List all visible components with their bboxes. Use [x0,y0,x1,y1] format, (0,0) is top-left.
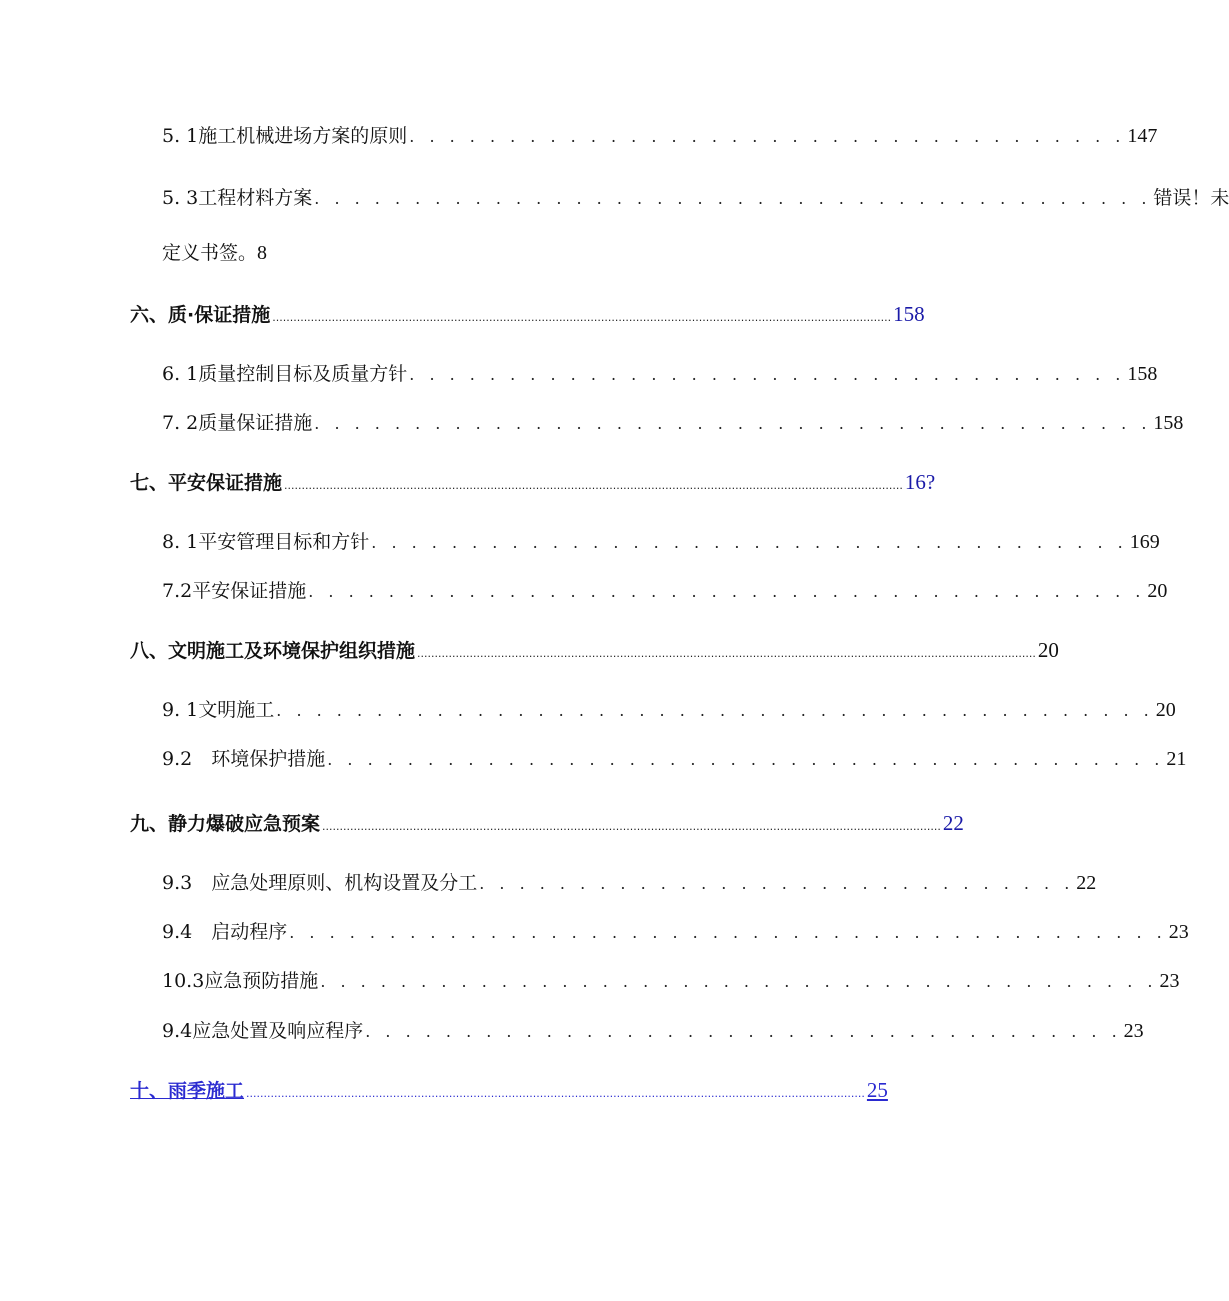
toc-entry-title: 七、平安保证措施 [130,472,283,494]
toc-leader-dots: ................................................................................................................................................................................. [284,479,903,492]
toc-entry-page: 21 [1166,748,1187,770]
continuation-text: 定义书签。 [162,242,258,264]
toc-entry-title: 5. 3工程材料方案 [162,187,313,209]
toc-entry-title: 六、质·保证措施 [130,304,271,326]
toc-leader-dots: ................................................................................................................................................................................. [322,820,941,833]
toc-entry-title: 9.3 应急处理原则、机构设置及分工 [162,872,478,894]
toc-entry-continuation [162,238,267,265]
toc-leader-dots: . . . . . . . . . . . . . . . . . . . . . . . . . . . . . . . . . . . . . . . . . . [320,972,1158,991]
toc-chapter-entry[interactable] [130,468,936,495]
toc-entry[interactable] [162,576,1168,603]
toc-entry-page: 20 [1147,580,1168,602]
toc-entry[interactable] [162,744,1187,771]
toc-leader-dots: . . . . . . . . . . . . . . . . . . . . . . . . . . . . . . . . . . . . [409,127,1126,146]
toc-leader-dots: . . . . . . . . . . . . . . . . . . . . . . . . . . . . . . . . . . . . . . [371,533,1128,552]
continuation-number: 8 [257,242,268,264]
toc-entry-title: 8. 1平安管理目标和方针 [162,531,370,553]
toc-leader-dots: ................................................................................................................................................................................. [272,311,892,324]
toc-entry-title: 9.2 环境保护措施 [162,748,326,770]
toc-leader-dots: . . . . . . . . . . . . . . . . . . . . . . . . . . . . . . . . . . . . . . . . . . [308,582,1146,601]
toc-entry-title: 6. 1质量控制目标及质量方针 [162,363,408,385]
toc-entry-page: 23 [1123,1020,1144,1042]
toc-entry[interactable] [162,121,1158,148]
toc-entry-page: 169 [1129,531,1160,553]
toc-entry-page: 22 [1076,872,1097,894]
toc-entry-title: 5. 1施工机械进场方案的原则 [162,125,408,147]
toc-entry-page: 158 [1153,412,1184,434]
toc-leader-dots: . . . . . . . . . . . . . . . . . . . . . . . . . . . . . . . . . . . . [409,365,1126,384]
toc-entry[interactable] [162,695,1176,722]
toc-entry[interactable] [162,1016,1144,1043]
toc-entry-page: 22 [942,811,964,835]
toc-entry-title: 十、雨季施工 [130,1080,245,1102]
toc-entry[interactable] [162,917,1189,944]
toc-entry-title: 九、静力爆破应急预案 [130,813,321,835]
toc-entry-page: 23 [1159,970,1180,992]
toc-leader-dots: . . . . . . . . . . . . . . . . . . . . . . . . . . . . . . . . . . . . . . . . . . . . [276,701,1154,720]
toc-entry-title: 9.4 启动程序 [162,921,288,943]
toc-entry[interactable] [162,527,1160,554]
toc-leader-dots: ................................................................................................................................................................................. [246,1087,865,1100]
toc-entry-title: 10.3应急预防措施 [162,970,319,992]
toc-entry[interactable] [162,359,1158,386]
toc-leader-dots: ................................................................................................................................................................................. [417,647,1036,660]
toc-entry-page: 23 [1168,921,1189,943]
toc-entry-title: 9. 1文明施工 [162,699,275,721]
toc-leader-dots: . . . . . . . . . . . . . . . . . . . . . . . . . . . . . . . . . . . . . . [365,1022,1122,1041]
toc-leader-dots: . . . . . . . . . . . . . . . . . . . . . . . . . . . . . . [479,874,1075,893]
toc-chapter-link[interactable] [130,1076,888,1103]
toc-entry-page: 158 [893,302,925,326]
toc-entry[interactable] [162,408,1184,435]
toc-entry-page: 20 [1155,699,1176,721]
toc-chapter-entry[interactable] [130,636,1059,663]
toc-entry-title: 7.2平安保证措施 [162,580,307,602]
toc-entry[interactable] [162,183,1229,210]
toc-entry-title: 7. 2质量保证措施 [162,412,313,434]
toc-entry-page: 158 [1127,363,1158,385]
toc-leader-dots: . . . . . . . . . . . . . . . . . . . . . . . . . . . . . . . . . . . . . . . . . . [327,750,1165,769]
toc-entry-title: 9.4应急处置及响应程序 [162,1020,364,1042]
toc-entry-page-error: 错误！未 [1153,187,1229,209]
toc-entry-title: 八、文明施工及环境保护组织措施 [130,640,416,662]
toc-entry-page: 16? [904,470,936,494]
toc-entry[interactable] [162,966,1180,993]
toc-chapter-entry[interactable] [130,809,964,836]
toc-entry[interactable] [162,868,1097,895]
toc-entry-page: 25 [866,1078,888,1102]
toc-leader-dots: . . . . . . . . . . . . . . . . . . . . . . . . . . . . . . . . . . . . . . . . . . [314,189,1152,208]
toc-leader-dots: . . . . . . . . . . . . . . . . . . . . . . . . . . . . . . . . . . . . . . . . . . [314,414,1152,433]
toc-entry-page: 147 [1127,125,1158,147]
toc-chapter-entry[interactable] [130,300,925,327]
toc-entry-page: 20 [1037,638,1059,662]
toc-leader-dots: . . . . . . . . . . . . . . . . . . . . . . . . . . . . . . . . . . . . . . . . . . . . [289,923,1167,942]
